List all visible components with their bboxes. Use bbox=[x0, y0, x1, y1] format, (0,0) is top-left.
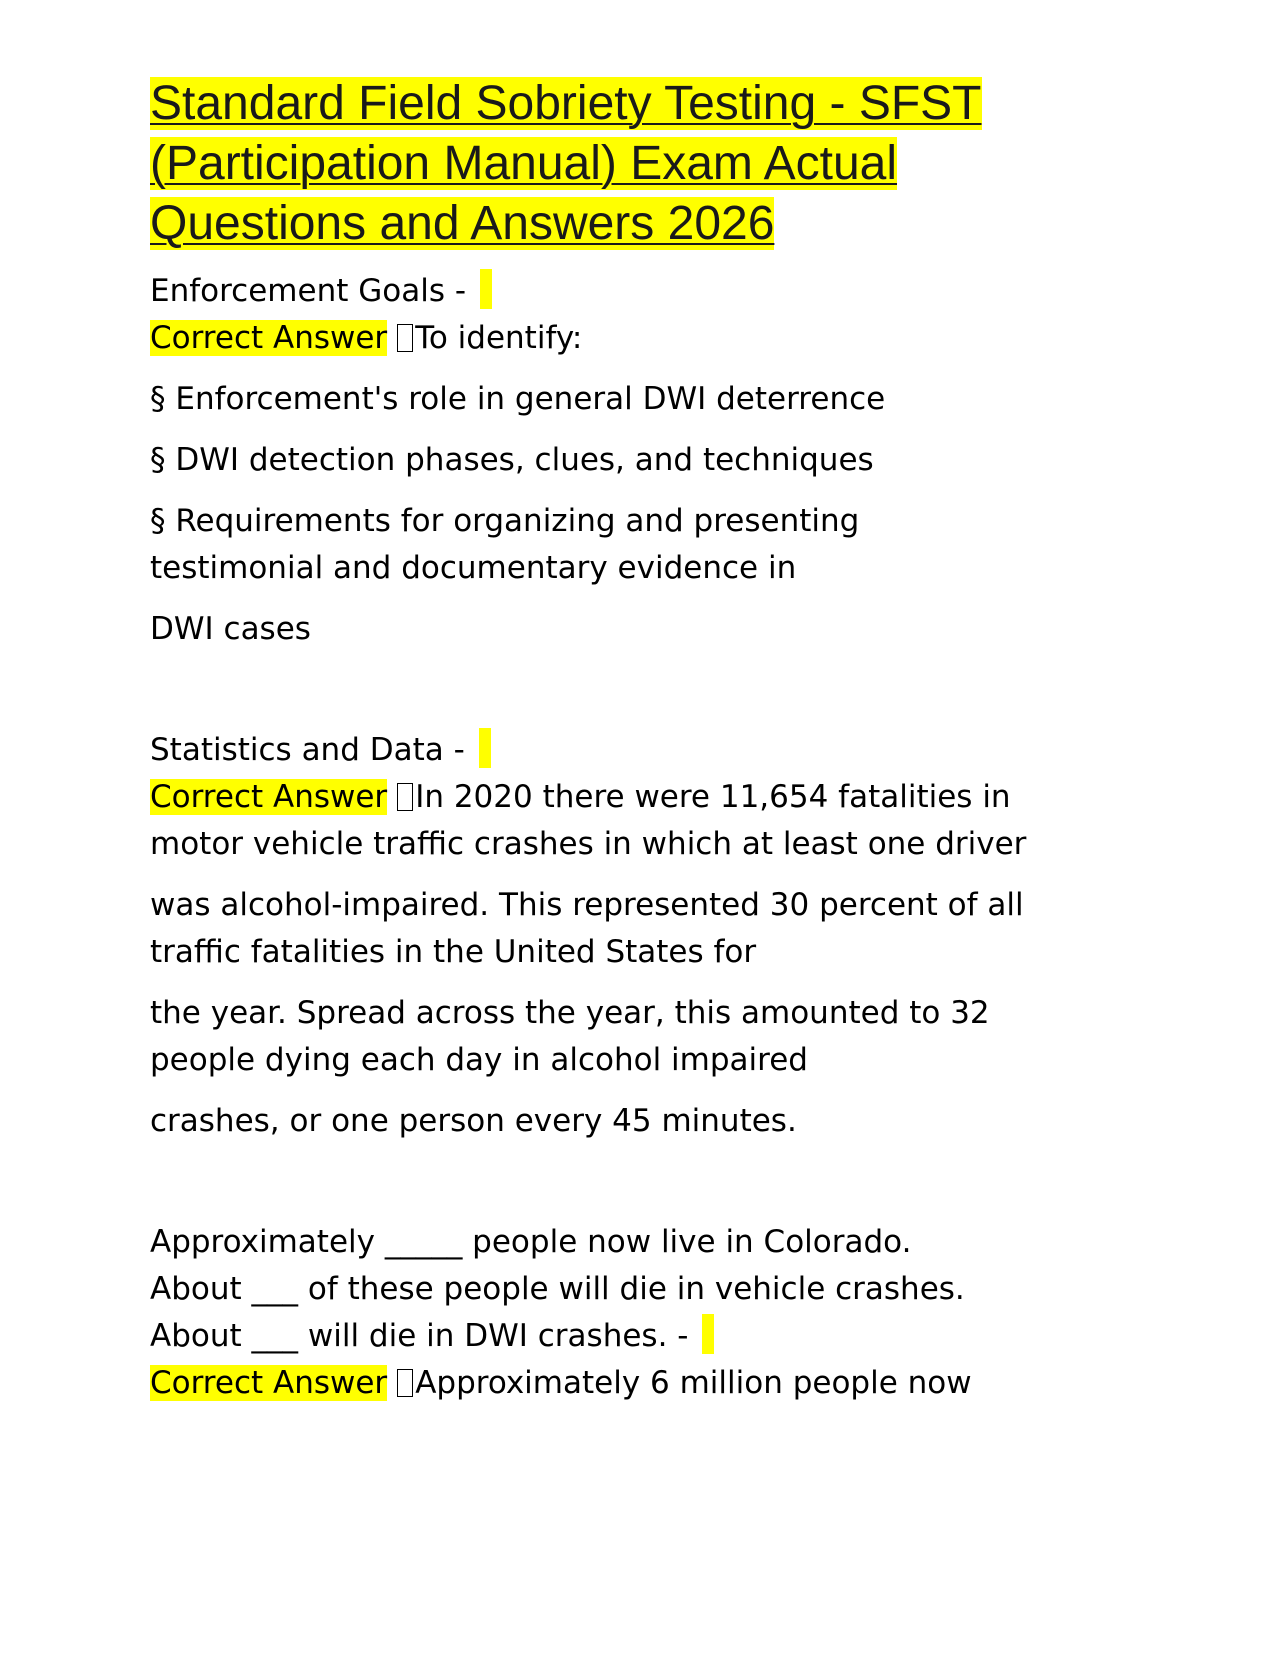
answer-line bbox=[150, 1360, 1130, 1407]
title-line-1: Standard Field Sobriety Testing - SFST bbox=[150, 77, 982, 130]
missing-glyph-icon bbox=[397, 783, 413, 811]
title-line-2: (Participation Manual) Exam Actual bbox=[150, 137, 897, 190]
highlight-marker bbox=[479, 728, 491, 768]
answer-paragraph: the year. Spread across the year, this amounted to 32 people dying each day in alcohol impaired bbox=[150, 995, 990, 1078]
question-line: About ___ of these people will die in vehicle crashes. bbox=[150, 1271, 965, 1307]
question-label: About ___ will die in DWI crashes. - bbox=[150, 1318, 699, 1354]
question-text bbox=[150, 268, 1130, 315]
answer-paragraph: DWI cases bbox=[150, 611, 311, 647]
document-page bbox=[150, 74, 1130, 1407]
answer-paragraph: § Requirements for organizing and presenting testimonial and documentary evidence in bbox=[150, 503, 860, 586]
qa-section-statistics bbox=[150, 727, 1130, 1145]
answer-paragraph: was alcohol-impaired. This represented 30 percent of all traffic fatalities in the United States for bbox=[150, 887, 1024, 970]
correct-answer-label: Correct Answer bbox=[150, 779, 388, 815]
qa-section-colorado bbox=[150, 1219, 1130, 1407]
question-text bbox=[150, 727, 1130, 774]
missing-glyph-icon bbox=[397, 324, 413, 352]
answer-text: In 2020 there were 11,654 fatalities in motor vehicle traffic crashes in which at least one driver bbox=[150, 779, 1027, 862]
answer-paragraph: § DWI detection phases, clues, and techniques bbox=[150, 442, 874, 478]
question-line: Approximately _____ people now live in Colorado. bbox=[150, 1224, 912, 1260]
title-line-3: Questions and Answers 2026 bbox=[150, 197, 775, 250]
answer-paragraph: crashes, or one person every 45 minutes. bbox=[150, 1103, 797, 1139]
answer-line bbox=[150, 774, 1080, 868]
missing-glyph-icon bbox=[397, 1369, 413, 1397]
highlight-marker bbox=[480, 269, 492, 309]
answer-text: Approximately 6 million people now bbox=[415, 1365, 972, 1401]
answer-line bbox=[150, 315, 1130, 362]
correct-answer-label: Correct Answer bbox=[150, 1365, 388, 1401]
question-label: Enforcement Goals - bbox=[150, 273, 476, 309]
question-text bbox=[150, 1313, 1130, 1360]
correct-answer-label: Correct Answer bbox=[150, 320, 388, 356]
qa-section-enforcement-goals bbox=[150, 268, 1130, 653]
document-title bbox=[150, 74, 1130, 254]
question-label: Statistics and Data - bbox=[150, 732, 475, 768]
answer-text: To identify: bbox=[415, 320, 583, 356]
highlight-marker bbox=[702, 1314, 714, 1354]
answer-paragraph: § Enforcement's role in general DWI deterrence bbox=[150, 381, 886, 417]
